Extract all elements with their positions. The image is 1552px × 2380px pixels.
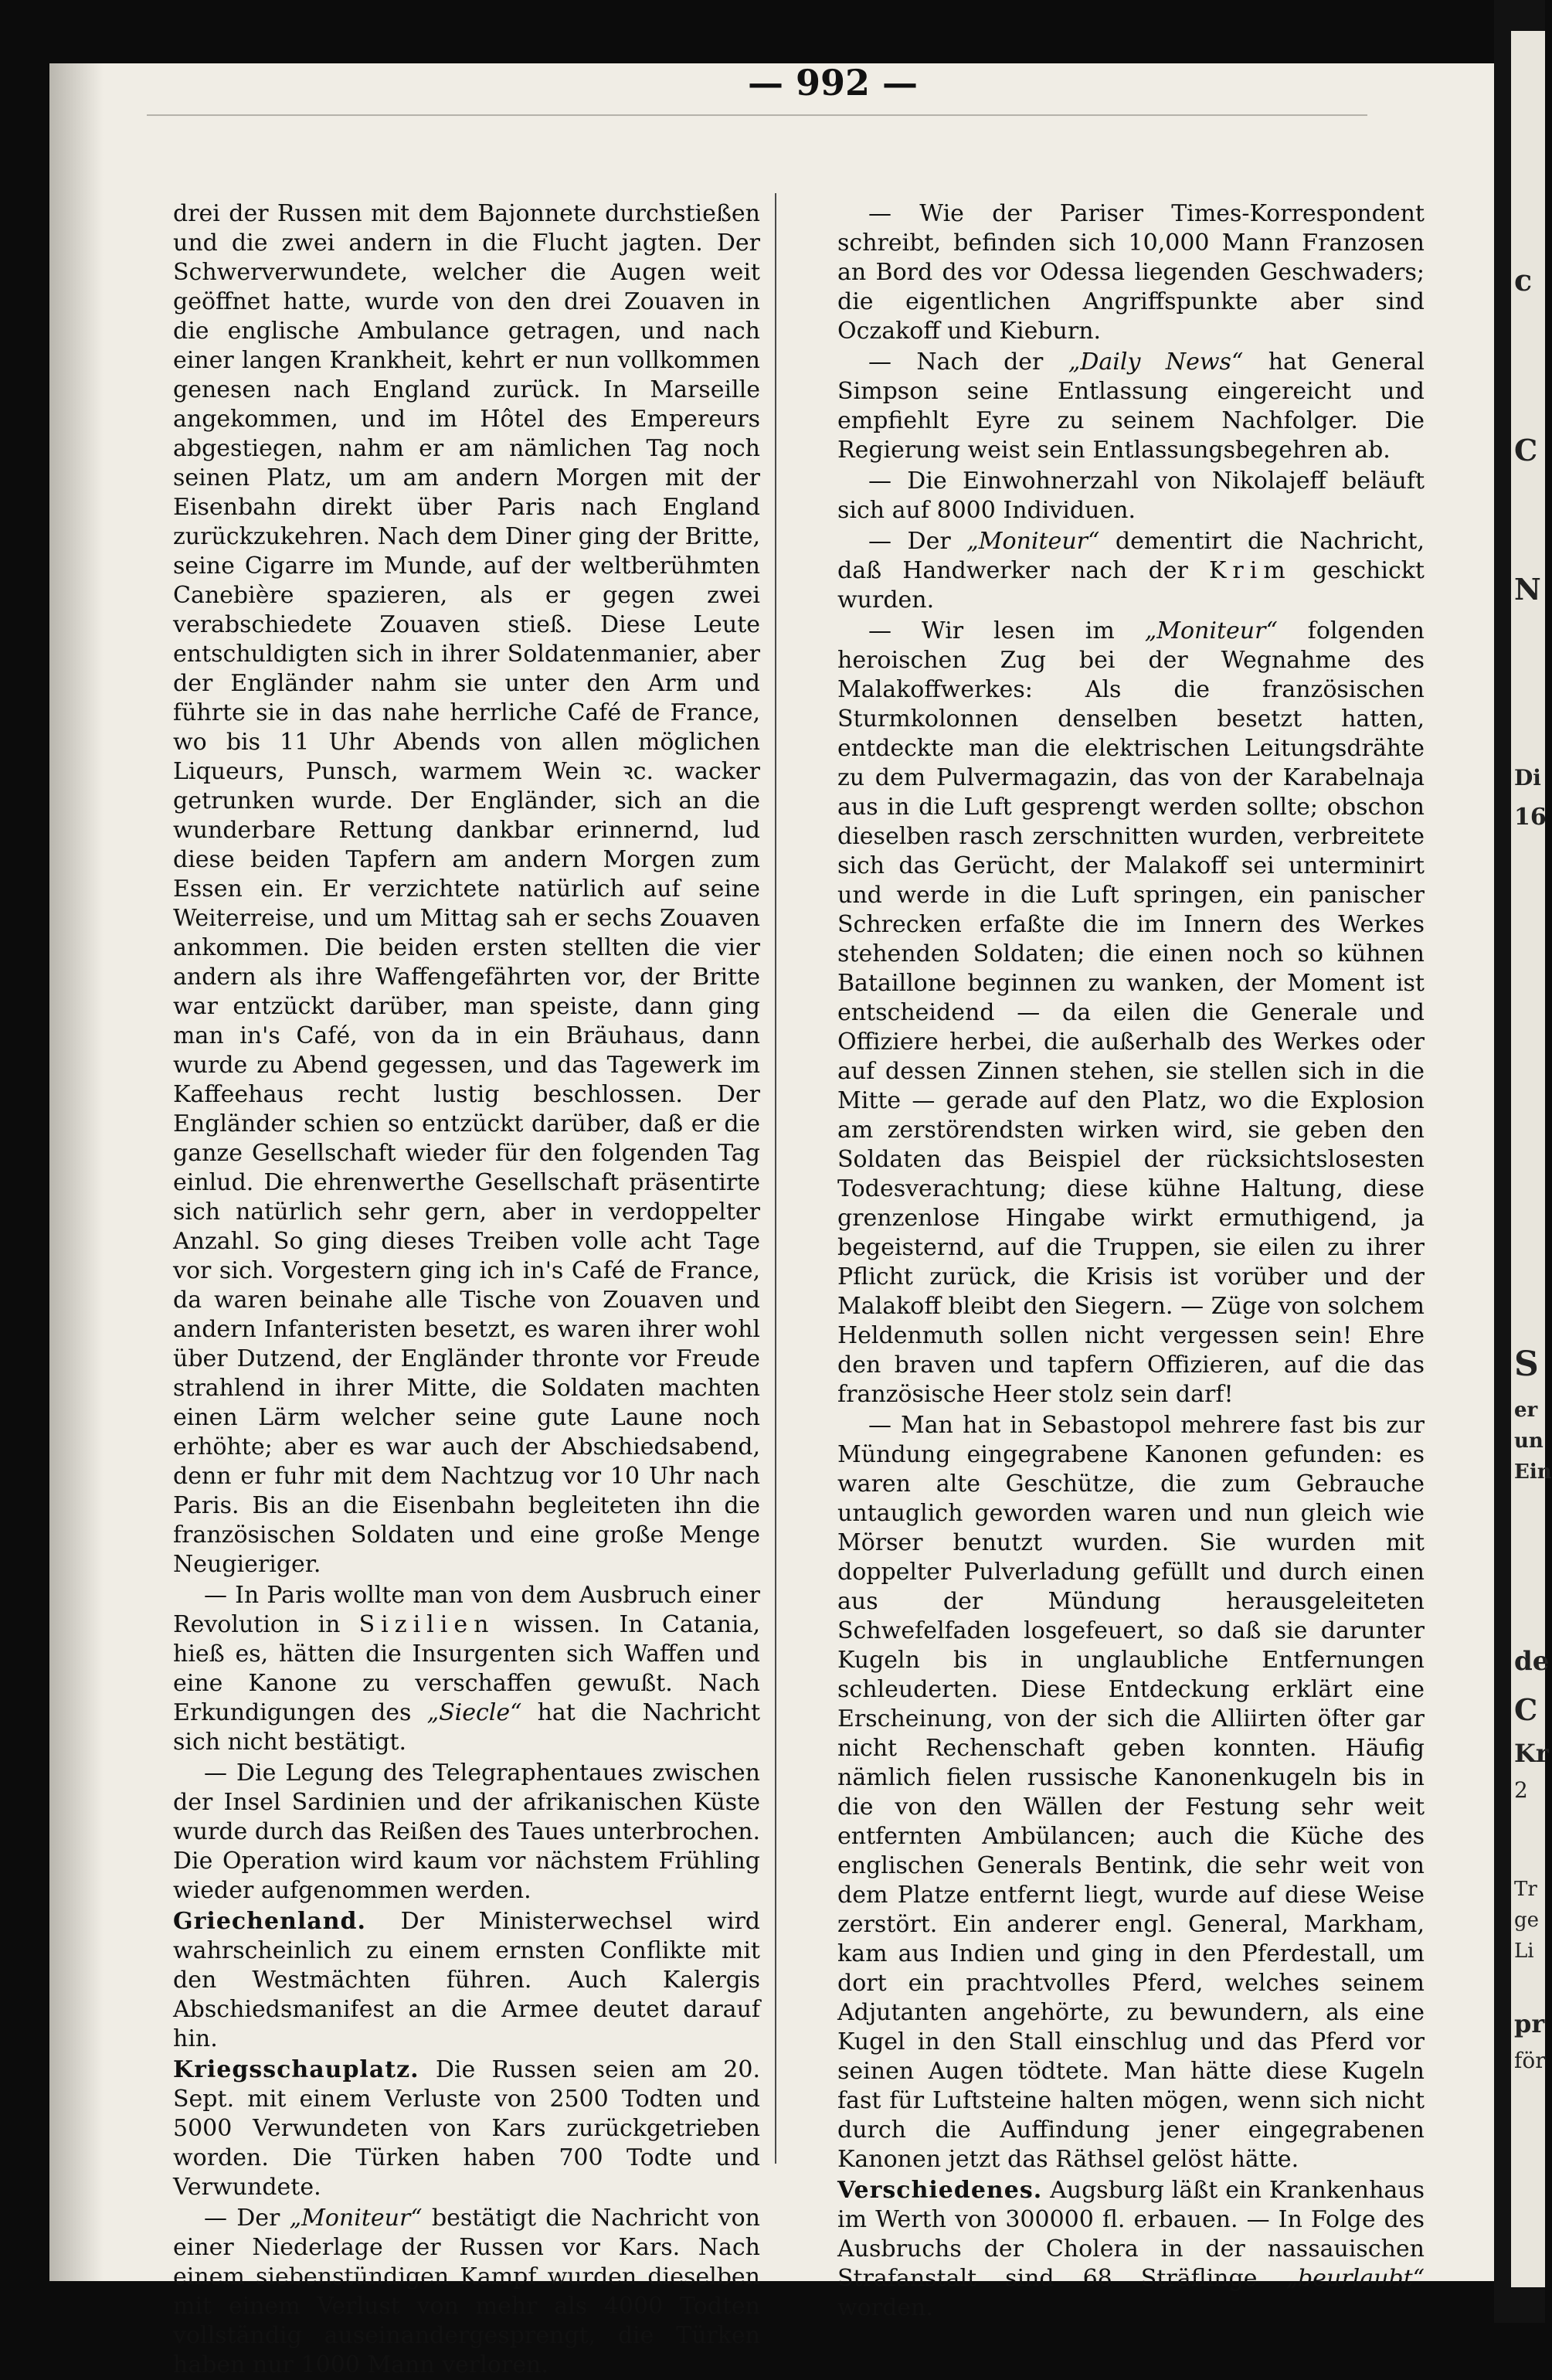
header-rule [147, 114, 1367, 116]
article-sebastopol-cannons: — Man hat in Sebastopol mehrere fast bis zur Mündung eingegrabene Kanonen gefunden: es waren alte Geschütze, die zum Gebrauche untauglich geworden waren und nun gleich wie Mörser benutzt wurden. Sie wurden mit doppelter Pulverladung gefüllt und durch einen aus der Mündung herausgeleiteten Schwefelfaden losgefeuert, so daß sie darunter Kugeln bis in unglaubliche Entfernungen schleuderten. Diese Entdeckung erklärt eine Erscheinung, von der sich die Alliirten öfter gar nicht Rechenschaft geben konnten. Häufig nämlich fielen russische Kanonenkugeln bis in die von den Wällen der Festung sehr weit entfernten Ambülancen; auch die Küche des englischen Generals Bentink, die sehr weit von dem Platze entfernt liegt, wurde auf diese Weise zerstört. Ein anderer engl. General, Markham, kam aus Indien und ging in den Pferdestall, um dort ein prachtvolles Pferd, welches seinem Adjutanten angehörte, zu bewundern, als eine Kugel in den Stall einschlug und das Pferd vor seinen Augen tödtete. Man hätte diese Kugeln fast für Luftsteine halten mögen, wenn sich nicht durch die Auffindung jener eingegrabenen Kanonen jetzt das Räthsel gelöst hätte. [837, 1412, 1425, 2173]
article-malakoff: — Wir lesen im „Moniteur“ folgenden heroischen Zug bei der Wegnahme des Malakoffwerkes: Als die französischen Sturmkolonnen denselben besetzt hatten, entdeckte man die elektrischen Leitungsdrähte zu dem Pulvermagazin, das von der Karabelnaja aus in die Luft gesprengt werden sollte; obschon dieselben rasch zerschnitten wurden, verbreitete sich das Gerücht, der Malakoff sei unterminirt und werde in die Luft springen, ein panischer Schrecken erfaßte die im Innern des Werkes stehenden Soldaten; die einen noch so kühnen Bataillone beginnen zu wanken, der Moment ist entscheidend — da eilen die Generale und Offiziere herbei, die außerhalb des Werkes oder auf dessen Zinnen stehen, sie stellen sich in die Mitte — gerade auf den Platz, wo die Explosion am zerstörendsten wirken wird, sie geben den Soldaten das Beispiel der rücksichtslosesten Todesverachtung; diese kühne Haltung, diese grenzenlose Hingabe wirkt ermuthigend, ja begeisternd, auf die Truppen, sie eilen zu ihrer Pflicht zurück, die Krisis ist vorüber und der Malakoff bleibt den Siegern. — Züge von solchem Heldenmuth sollen nicht vergessen sein! Ehre den braven und tapfern Offizieren, auf die das französische Heer stolz sein darf! [837, 617, 1425, 1408]
adjacent-text-fragment: Ein [1514, 1460, 1552, 1484]
article-telegraph-cable: — Die Legung des Telegraphentaues zwischen der Insel Sardinien und der afrikanischen Küste wurde durch das Reißen des Taues unterbrochen. Die Operation wird kaum vor nächstem Frühling wieder aufgenommen werden. [173, 1760, 760, 1904]
article-moniteur-kars: — Der „Moniteur“ bestätigt die Nachricht von einer Niederlage der Russen vor Kars. Nach einem siebenstündigen Kampf wurden dieselben mit einem Verlust von mehr als 4000 Todten vollständig auseinandergesprengt, die Türken haben nur 1000 Mann verloren. [173, 2205, 760, 2378]
article-zouaves-continued: drei der Russen mit dem Bajonnete durchstießen und die zwei andern in die Flucht jagten. Der Schwerverwundete, welcher die Augen weit geöffnet hatte, wurde von den drei Zouaven in die englische Ambulance getragen, und nach einer langen Krankheit, kehrt er nun vollkommen genesen nach England zurück. In Marseille angekommen, und im Hôtel des Empereurs abgestiegen, nahm er am nämlichen Tag noch seinen Platz, um am andern Morgen mit der Eisenbahn direkt über Paris nach England zurückzukehren. Nach dem Diner ging der Britte, seine Cigarre im Munde, auf der weltberühmten Canebière spazieren, als er gegen zwei verabschiedete Zouaven stieß. Diese Leute entschuldigten sich in ihrer Soldatenmanier, aber der Engländer nahm sie unter den Arm und führte sie in das nahe herrliche Café de France, wo bis 11 Uhr Abends von allen möglichen Liqueurs, Punsch, warmem Wein ꝛc. wacker getrunken wurde. Der Engländer, sich an die wunderbare Rettung dankbar erinnernd, lud diese beiden Tapfern am andern Morgen zum Essen ein. Er verzichtete natürlich auf seine Weiterreise, und um Mittag sah er sechs Zouaven ankommen. Die beiden ersten stellten die vier andern als ihre Waffengefährten vor, der Britte war entzückt darüber, man speiste, dann ging man in's Café, von da in ein Bräuhaus, dann wurde zu Abend gegessen, und das Tagewerk im Kaffeehaus recht lustig beschlossen. Der Engländer schien so entzückt darüber, daß er die ganze Gesellschaft wieder für den folgenden Tag einlud. Die ehrenwerthe Gesellschaft präsentirte sich natürlich sehr gern, aber in verdoppelter Anzahl. So ging dieses Treiben volle acht Tage vor sich. Vorgestern ging ich in's Café de France, da waren beinahe alle Tische von Zouaven und andern Infanteristen besetzt, es waren ihrer wohl über Dutzend, der Engländer thronte vor Freude strahlend in ihrer Mitte, die Soldaten machten einen Lärm welcher seine gute Laune noch erhöhte; aber es war auch der Abschiedsabend, denn er fuhr mit dem Nachtzug vor 10 Uhr nach Paris. Bis an die Eisenbahn begleiteten ihn die französischen Soldaten und eine große Menge Neugieriger. [173, 200, 760, 1578]
adjacent-text-fragment: c [1514, 263, 1533, 298]
adjacent-text-fragment: 16 [1514, 804, 1547, 831]
left-column [173, 199, 760, 2380]
adjacent-page-edge [1494, 0, 1552, 2323]
column-divider [775, 193, 776, 2164]
adjacent-text-fragment: Tr [1514, 1878, 1537, 1901]
adjacent-text-fragment: S [1514, 1345, 1539, 1384]
adjacent-text-fragment: för [1514, 2048, 1546, 2073]
adjacent-text-fragment: 2 [1514, 1777, 1528, 1803]
adjacent-text-fragment: Di [1514, 765, 1541, 790]
section-griechenland: Griechenland. Der Ministerwechsel wird wahrscheinlich zu einem ernsten Conflikte mit den Westmächten führen. Auch Kalergis Abschiedsmanifest an die Armee deutet darauf hin. [173, 1908, 760, 2052]
adjacent-text-fragment: Li [1514, 1940, 1534, 1963]
article-nikolajeff: — Die Einwohnerzahl von Nikolajeff beläuft sich auf 8000 Individuen. [837, 468, 1425, 524]
section-heading: Verschiedenes. [837, 2177, 1043, 2204]
article-paris-sicily: — In Paris wollte man von dem Ausbruch einer Revolution in Sizilien wissen. In Catania, hieß es, hätten die Insurgenten sich Waffen und eine Kanone zu verschaffen gewußt. Nach Erkundigungen des „Siecle“ hat die Nachricht sich nicht bestätigt. [173, 1582, 761, 1756]
section-kriegsschauplatz: Kriegsschauplatz. Die Russen seien am 20. Sept. mit einem Verluste von 2500 Todten und 5000 Verwundeten von Kars zurückgetrieben worden. Die Türken haben 700 Todte und Verwundete. [173, 2056, 760, 2201]
adjacent-text-fragment: ge [1514, 1909, 1540, 1932]
adjacent-text-fragment: C [1514, 1692, 1538, 1727]
article-moniteur-dementi: — Der „Moniteur“ dementirt die Nachricht, daß Handwerker nach der Krim geschickt wurden. [837, 528, 1425, 614]
page-number: — 992 — [747, 62, 919, 104]
section-heading: Kriegsschauplatz. [173, 2056, 419, 2083]
section-heading: Griechenland. [173, 1908, 366, 1935]
section-verschiedenes: Verschiedenes. Augsburg läßt ein Krankenhaus im Werth von 300000 fl. erbauen. — In Folge des Ausbruchs der Cholera in der nassauischen Strafanstalt sind 68 Sträflinge „beurlaubt“ worden. [837, 2177, 1425, 2321]
adjacent-page-strip [1511, 31, 1552, 2287]
adjacent-text-fragment: N [1514, 572, 1541, 607]
adjacent-text-fragment: C [1514, 433, 1538, 468]
right-column [837, 199, 1425, 2323]
article-daily-news: — Nach der „Daily News“ hat General Simpson seine Entlassung eingereicht und empfiehlt Eyre zu seinem Nachfolger. Die Regierung weist sein Entlassungsbegehren ab. [837, 348, 1425, 464]
article-times-correspondent: — Wie der Pariser Times-Korrespondent schreibt, befinden sich 10,000 Mann Franzosen an Bord des vor Odessa liegenden Geschwaders; die eigentlichen Angriffspunkte aber sind Oczakoff und Kieburn. [837, 200, 1425, 345]
adjacent-text-fragment: un [1514, 1430, 1544, 1453]
adjacent-text-fragment: de [1514, 1646, 1550, 1677]
adjacent-text-fragment: pr [1514, 2009, 1545, 2038]
adjacent-text-fragment: er [1514, 1399, 1538, 1422]
adjacent-text-fragment: Kr [1514, 1739, 1549, 1768]
